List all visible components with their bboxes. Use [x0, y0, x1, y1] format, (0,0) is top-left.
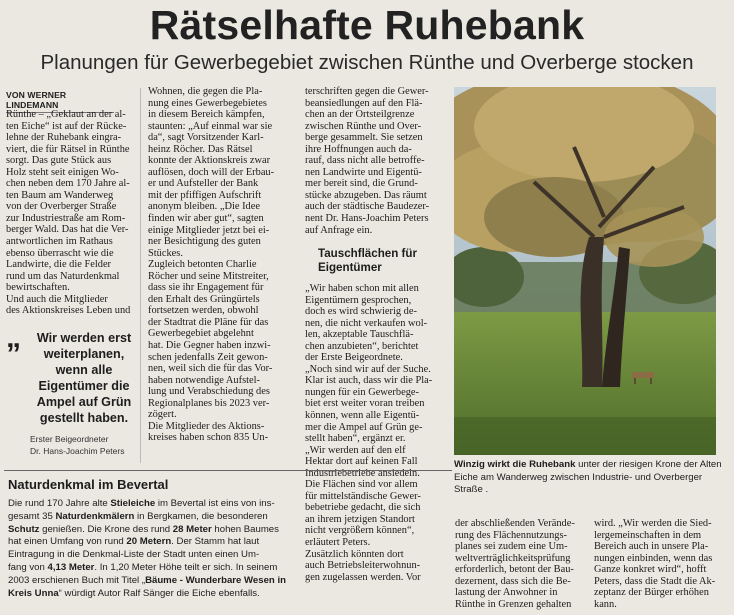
- col3_top-line: terschriften gegen die Gewer-: [305, 86, 429, 97]
- info-box-text: [8, 498, 444, 600]
- oak-tree-illustration: [454, 87, 716, 455]
- quote-attribution-role: Erster Beigeordneter: [30, 434, 109, 444]
- col3_top-line: zwischen Rünthe und Over-: [305, 120, 422, 132]
- column-1: [6, 109, 132, 317]
- column-4: [455, 518, 593, 610]
- col2-line: lung und Verabschiedung des: [148, 386, 270, 398]
- col2-line: er und Aufsteller der Bank: [148, 178, 259, 190]
- info-box-line: Eintragung in die Denkmal-Liste der Stadt unten einen Um-: [8, 549, 260, 561]
- col1-line: Holz steht seit einigen Wo-: [6, 166, 119, 178]
- info-box-line: hat einen Umfang von rund 20 Metern. Der Stamm hat laut: [8, 536, 260, 548]
- col1-line: des Aktionskreises Leben und: [6, 305, 131, 317]
- col2-line: den Erhalt des Grüngürtels: [148, 293, 260, 305]
- col2-line: Die Mitglieder des Aktions-: [148, 420, 265, 432]
- photo-caption: [454, 459, 726, 497]
- col2-line: Stückes.: [148, 247, 183, 259]
- col3_bottom-line: Hektar dort auf keinen Fall: [305, 456, 418, 468]
- col2-line: heinz Röcher. Das Rätsel: [148, 143, 253, 155]
- col3_bottom-line: stellt haben“, ergänzt er.: [305, 433, 406, 445]
- col2-line: einige Mitglieder jetzt bei ei-: [148, 224, 270, 236]
- col3_top-line: nen Landwirte und Eigentü-: [305, 166, 422, 178]
- col1-line: Und auch die Mitglieder: [6, 293, 108, 305]
- col3_bottom-line: nungen für ein Gewerbege-: [305, 386, 419, 398]
- col3_bottom-line: auch Betriebsleiterwohnun-: [305, 560, 421, 572]
- col2-line: Regionalplanes bis 2023 ver-: [148, 397, 270, 409]
- col3_top-line: auch der städtische Baudezer-: [305, 201, 430, 213]
- col3_bottom-line: „Wir haben schon mit allen: [305, 283, 419, 294]
- col2-line: mit der pfiffigen Aufschrift: [148, 189, 262, 201]
- quote-attribution: [30, 433, 130, 457]
- col2-line: staunten: „Auf einmal war sie: [148, 120, 273, 132]
- caption-text: unter der riesigen Krone der Alten Eiche am Wanderweg zwischen Industrie- und Overberger Straße .: [454, 459, 722, 495]
- col1-line: berger Wald. Das hat die Ver-: [6, 224, 129, 236]
- col1-line: zur Industriestraße am Rom-: [6, 212, 126, 224]
- col1-line: ten Eiche“ ist auf der Rücke-: [6, 120, 127, 132]
- col3_bottom-line: bebetriebe gedacht, die sich: [305, 502, 421, 514]
- col3_bottom-line: erläutert Peters.: [305, 537, 371, 549]
- col2-line: kreises haben schon 835 Un-: [148, 432, 269, 444]
- column-3-top: [305, 86, 445, 236]
- col2-line: ner Besichtigung des guten: [148, 236, 261, 248]
- byline: VON WERNER LINDEMANN: [6, 90, 114, 113]
- col4-line: rung des Flächennutzungs-: [455, 529, 567, 541]
- oak-tree-photo: [454, 87, 716, 455]
- col5-line: Peters, dass die Stadt die Ak-: [594, 575, 716, 587]
- col4-line: Rünthe in Grenzen gehalten: [455, 598, 572, 610]
- col2-line: Gewerbegebiet abgelehnt: [148, 328, 254, 340]
- col3_top-line: stücke abzugeben. Das räumt: [305, 189, 427, 201]
- info-box-line: Kreis Unna“ würdigt Autor Ralf Sänger die Eiche ebenfalls.: [8, 587, 260, 599]
- col2-line: haben notwendige Aufstel-: [148, 374, 260, 386]
- col2-line: zögert.: [148, 409, 177, 421]
- col3_top-line: nent Dr. Hans-Joachim Peters: [305, 213, 429, 225]
- col4-line: weltverträglichkeitsprüfung: [455, 552, 571, 564]
- quote-attribution-name: Dr. Hans-Joachim Peters: [30, 446, 125, 456]
- col3_top-line: ihre Hoffnungen auch da-: [305, 143, 412, 155]
- col2-line: Wohnen, die gegen die Pla-: [148, 86, 263, 97]
- col2-line: konnte der Aktionskreis zwar: [148, 155, 271, 167]
- col2-line: der Stadtrat die Pläne für das: [148, 316, 269, 328]
- info-box-line: Schutz genießen. Die Krone des rund 28 Meter hohen Baumes: [8, 523, 279, 535]
- col1-line: sorgt. Das gute Stück aus: [6, 155, 112, 167]
- col3_bottom-line: Industriebetriebe ansiedeln.: [305, 467, 420, 479]
- col2-line: auflösen, doch will der Erbau-: [148, 166, 275, 178]
- info-box-line: fang von 4,13 Meter. In 1,20 Meter Höhe teilt er sich. In seinem: [8, 561, 278, 573]
- col1-line: Rünthe – „Geklaut an der al-: [6, 109, 126, 120]
- col5-line: kann.: [594, 598, 617, 610]
- quote-text: Wir werden erst weiterplanen, wenn alle Eigentümer die Ampel auf Grün gestellt haben.: [36, 331, 132, 425]
- col2-line: Zugleich betonten Charlie: [148, 259, 257, 271]
- col2-line: Röcher und seine Mitstreiter,: [148, 270, 269, 282]
- column-5: [594, 518, 724, 610]
- column-divider: [140, 88, 141, 463]
- section-subtitle: Tauschflächen für Eigentümer: [318, 247, 417, 274]
- col1-line: lehne der Ruhebank eingra-: [6, 132, 122, 144]
- col3_top-line: auf Anfrage ein.: [305, 224, 373, 236]
- quote-mark: „: [6, 321, 21, 354]
- col1-line: Landwirte, die die Felder: [6, 259, 112, 271]
- col4-line: erforderlich, betont der Bau-: [455, 564, 574, 576]
- col2-line: da“, sagt Vorsitzender Karl-: [148, 132, 264, 144]
- col1-line: antwortlichen im Rathaus: [6, 236, 113, 248]
- col3_top-line: berge gesammelt. Sie setzen: [305, 132, 423, 144]
- info-box-title: Naturdenkmal im Bevertal: [8, 477, 169, 492]
- col3_bottom-line: Zusätzlich könnten dort: [305, 548, 404, 560]
- col2-line: nen, weil sich die für das Vor-: [148, 363, 273, 375]
- col3_bottom-line: „Wir werden auf den elf: [305, 444, 406, 456]
- col3_bottom-line: an ihrem jetzigen Standort: [305, 513, 415, 525]
- col3_top-line: rauf, dass nicht alle betroffe-: [305, 155, 425, 167]
- subheadline: Planungen für Gewerbegebiet zwischen Rünthe und Overberge stocken: [40, 51, 694, 74]
- info-box-line: gesamt 35 Naturdenkmälern in Bergkamen, die besonderen: [8, 510, 268, 522]
- col2-line: in diesem Bereich kämpfen,: [148, 109, 265, 121]
- col3_bottom-line: nicht vergrößern können“,: [305, 525, 415, 537]
- col3_bottom-line: nen, die nicht verkaufen wol-: [305, 317, 428, 329]
- col4-line: planes sei zudem eine Um-: [455, 541, 568, 553]
- col5-line: Bereich auch in unsere Pla-: [594, 541, 709, 553]
- col3_bottom-line: mer die Ampel auf Grün ge-: [305, 421, 423, 433]
- col2-line: nung eines Gewerbegebietes: [148, 97, 267, 109]
- col1-line: von der Overberger Straße: [6, 201, 117, 213]
- col3_bottom-line: gen zugelassen werden. Vor: [305, 571, 421, 583]
- col2-line: dass sie ihr Engagement für: [148, 282, 264, 294]
- col1-line: viert, die für Rätsel in Rünthe: [6, 143, 130, 155]
- col3_bottom-line: doch es wird schwierig de-: [305, 306, 417, 318]
- caption-bold: Winzig wirkt die Ruhebank: [454, 459, 576, 470]
- col1-line: chen neben dem 170 Jahre al-: [6, 178, 130, 190]
- col5-line: wird. „Wir werden die Sied-: [594, 518, 712, 529]
- col4-line: der abschließenden Verände-: [455, 518, 575, 529]
- col2-line: fortsetzen werden, obwohl: [148, 305, 259, 317]
- col2-line: anonym bleiben. „Die Idee: [148, 201, 260, 213]
- col3_bottom-line: len, akzeptable Tauschflä-: [305, 329, 414, 341]
- info-box-line: Die rund 170 Jahre alte Stieleiche im Bevertal ist eins von ins-: [8, 498, 275, 509]
- col3_bottom-line: „Noch sind wir auf der Suche.: [305, 363, 431, 375]
- col1-line: ebenso überrascht wie die: [6, 247, 114, 259]
- col2-line: finden wir aber gut“, sagten: [148, 213, 264, 225]
- info-box: [4, 467, 452, 614]
- column-2: [148, 86, 298, 444]
- col3_top-line: chen an der Ortsteilgrenze: [305, 109, 415, 121]
- info-box-line: 2003 erschienen Buch mit Titel „Bäume - Wunderbare Wesen in: [8, 574, 286, 586]
- col3_bottom-line: Klar ist auch, dass wir die Pla-: [305, 375, 433, 387]
- col5-line: nungen einbinden, wenn das: [594, 552, 713, 564]
- col3_bottom-line: chen anzubieten“, berichtet: [305, 340, 419, 352]
- col1-line: rund um das Naturdenkmal: [6, 270, 120, 282]
- col4-line: lastung der Anwohner in: [455, 587, 558, 599]
- col1-line: ten Baum am Wanderweg: [6, 189, 114, 201]
- col3_bottom-line: für mittelständische Gewer-: [305, 490, 421, 502]
- col2-line: hat. Die Gegner haben inzwi-: [148, 340, 271, 352]
- col2-line: schen jedenfalls Zeit gewon-: [148, 351, 268, 363]
- col3_bottom-line: können, wenn alle Eigentü-: [305, 410, 420, 422]
- col5-line: lergemeinschaften in dem: [594, 529, 702, 541]
- col3_bottom-line: Eigentümern gesprochen,: [305, 294, 412, 306]
- col3_top-line: beansiedlungen auf den Flä-: [305, 97, 423, 109]
- headline: Rätselhafte Ruhebank: [149, 2, 585, 48]
- col1-line: bewirtschaften.: [6, 282, 70, 294]
- col3_bottom-line: Die Flächen sind vor allem: [305, 479, 418, 491]
- col5-line: zeptanz der Bürger erhöhen: [594, 587, 709, 599]
- col3_top-line: mer bereit sind, die Grund-: [305, 178, 418, 190]
- col4-line: dezernent, dass sich die Be-: [455, 575, 571, 587]
- col3_bottom-line: der Erste Beigeordnete.: [305, 352, 403, 364]
- col5-line: Ganze konkret wird“, hofft: [594, 564, 707, 576]
- col3_bottom-line: biet erst weiter voran treiben: [305, 398, 425, 410]
